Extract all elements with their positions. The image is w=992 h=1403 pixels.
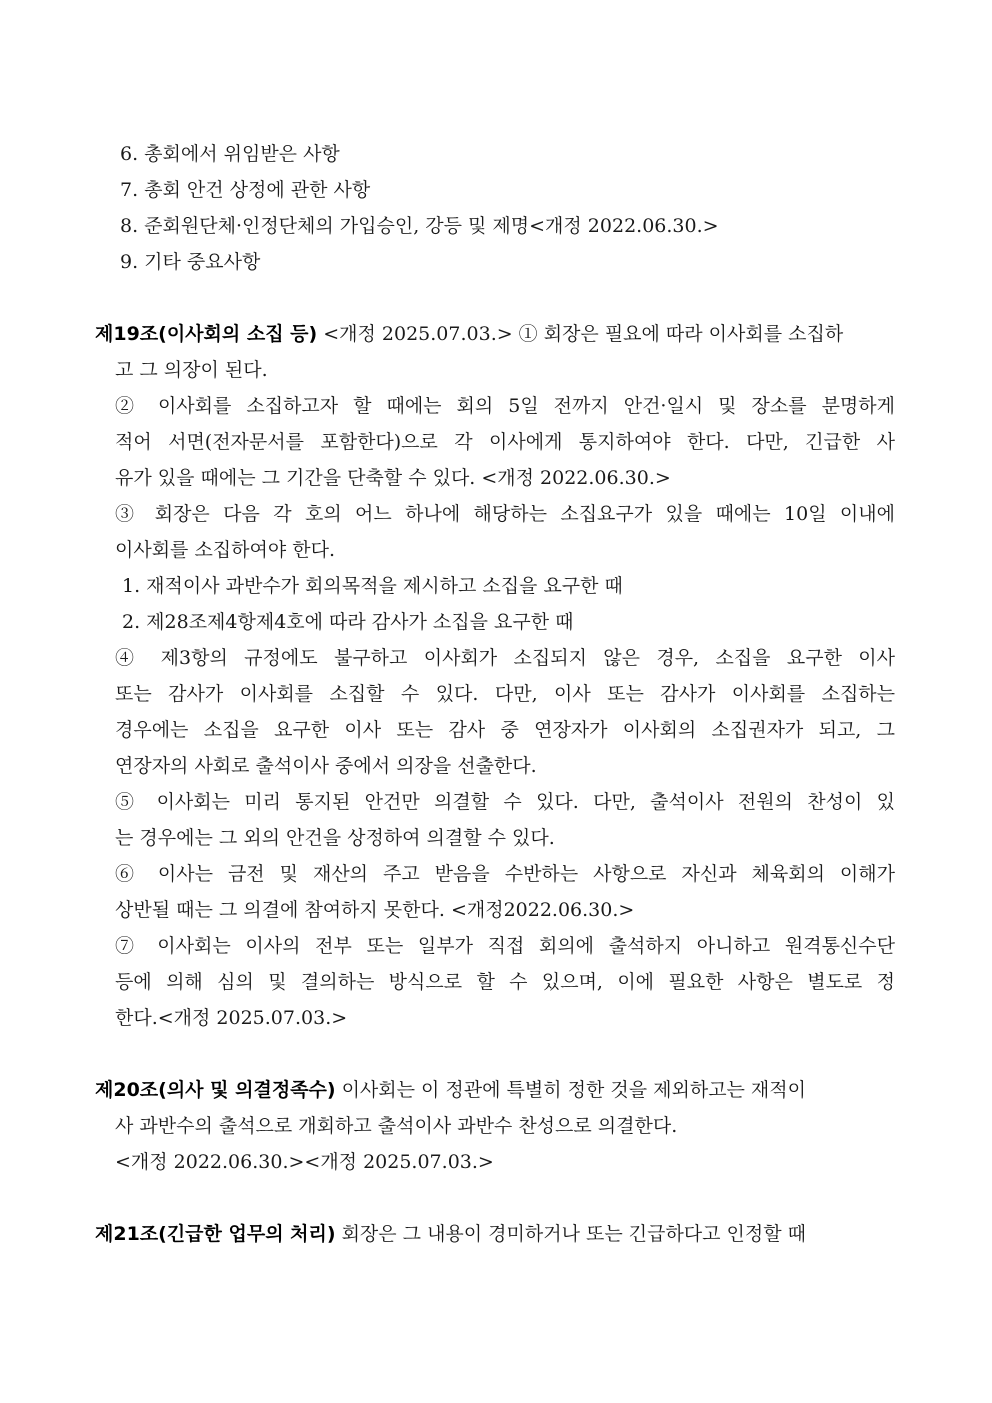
article-20-heading: 제20조(의사 및 의결정족수) — [95, 1079, 336, 1101]
article-20-line: 사 과반수의 출석으로 개회하고 출석이사 과반수 찬성으로 의결한다. — [115, 1115, 678, 1137]
article-21-line1-text: 회장은 그 내용이 경미하거나 또는 긴급하다고 인정할 때 — [341, 1223, 806, 1245]
article-19-first-line — [95, 321, 843, 347]
article-19-subitem-1: 1. 재적이사 과반수가 회의목적을 제시하고 소집을 요구한 때 — [122, 575, 623, 597]
list-item-8: 8. 준회원단체·인정단체의 가입승인, 강등 및 제명<개정 2022.06.30.> — [120, 215, 719, 237]
article-20-first-line — [95, 1077, 806, 1103]
list-item-7: 7. 총회 안건 상정에 관한 사항 — [120, 179, 371, 201]
article-19-line: 이사회를 소집하여야 한다. — [115, 539, 336, 561]
article-19-line: 경우에는 소집을 요구한 이사 또는 감사 중 연장자가 이사회의 소집권자가 되고, 그 — [115, 719, 895, 741]
article-21-heading: 제21조(긴급한 업무의 처리) — [95, 1223, 336, 1245]
article-19-para-4: ④ 제3항의 규정에도 불구하고 이사회가 소집되지 않은 경우, 소집을 요구한 이사 — [115, 647, 895, 669]
article-19-para-3: ③ 회장은 다음 각 호의 어느 하나에 해당하는 소집요구가 있을 때에는 10일 이내에 — [115, 503, 895, 525]
article-19-line: 한다.<개정 2025.07.03.> — [115, 1007, 348, 1029]
article-19-heading: 제19조(이사회의 소집 등) — [95, 323, 318, 345]
list-item-9: 9. 기타 중요사항 — [120, 251, 261, 273]
article-20-line: <개정 2022.06.30.><개정 2025.07.03.> — [115, 1151, 494, 1173]
article-19-para-2: ② 이사회를 소집하고자 할 때에는 회의 5일 전까지 안건·일시 및 장소를 분명하게 — [115, 395, 895, 417]
article-19-subitem-2: 2. 제28조제4항제4호에 따라 감사가 소집을 요구한 때 — [122, 611, 574, 633]
article-19-line: 적어 서면(전자문서를 포함한다)으로 각 이사에게 통지하여야 한다. 다만, 긴급한 사 — [115, 431, 895, 453]
article-19-line: 상반될 때는 그 의결에 참여하지 못한다. <개정2022.06.30.> — [115, 899, 635, 921]
article-19-line: 고 그 의장이 된다. — [115, 359, 268, 381]
article-19-para-7: ⑦ 이사회는 이사의 전부 또는 일부가 직접 회의에 출석하지 아니하고 원격통신수단 — [115, 935, 895, 957]
article-19-para-5: ⑤ 이사회는 미리 통지된 안건만 의결할 수 있다. 다만, 출석이사 전원의 찬성이 있 — [115, 791, 895, 813]
article-20-line1-text: 이사회는 이 정관에 특별히 정한 것을 제외하고는 재적이 — [341, 1079, 806, 1101]
article-19-line: 연장자의 사회로 출석이사 중에서 의장을 선출한다. — [115, 755, 537, 777]
list-item-6: 6. 총회에서 위임받은 사항 — [120, 143, 340, 165]
article-19-line: 또는 감사가 이사회를 소집할 수 있다. 다만, 이사 또는 감사가 이사회를 소집하는 — [115, 683, 895, 705]
article-19-line: 등에 의해 심의 및 결의하는 방식으로 할 수 있으며, 이에 필요한 사항은 별도로 정 — [115, 971, 895, 993]
article-19-line: 는 경우에는 그 외의 안건을 상정하여 의결할 수 있다. — [115, 827, 555, 849]
article-19-line: 유가 있을 때에는 그 기간을 단축할 수 있다. <개정 2022.06.30.> — [115, 467, 671, 489]
article-21-first-line — [95, 1221, 806, 1247]
article-19-line1-text: <개정 2025.07.03.> ① 회장은 필요에 따라 이사회를 소집하 — [323, 323, 844, 345]
article-19-para-6: ⑥ 이사는 금전 및 재산의 주고 받음을 수반하는 사항으로 자신과 체육회의 이해가 — [115, 863, 895, 885]
